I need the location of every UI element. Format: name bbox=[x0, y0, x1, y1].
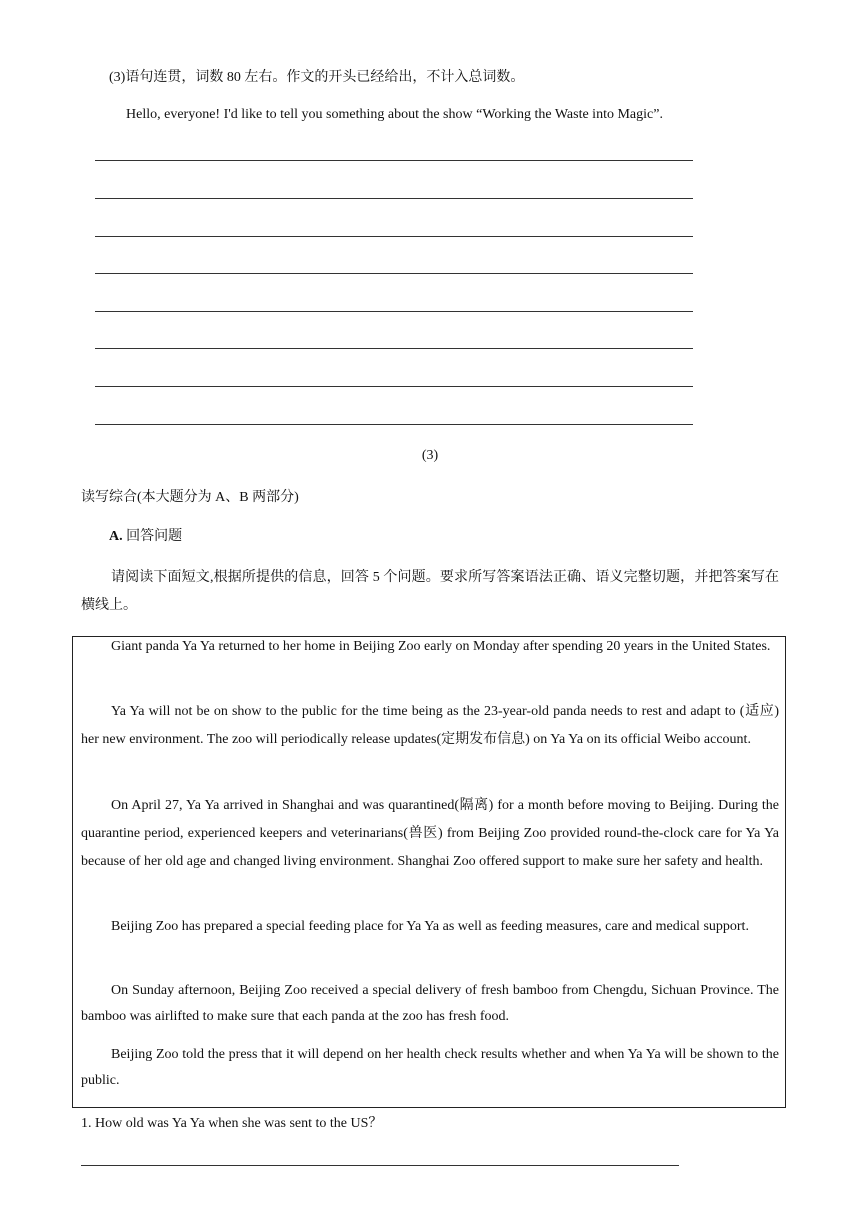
answer-line[interactable] bbox=[95, 273, 693, 274]
writing-instruction: (3)语句连贯，词数 80 左右。作文的开头已经给出，不计入总词数。 bbox=[109, 70, 525, 85]
passage-paragraph-5: On Sunday afternoon, Beijing Zoo received a special delivery of fresh bamboo from Chengdu, Sichuan Province. The bamboo was airlifted to make sure that each panda at the zoo has fresh food. bbox=[81, 983, 779, 1024]
section-title: 读写综合(本大题分为 A、B 两部分) bbox=[81, 490, 299, 505]
answer-line[interactable] bbox=[95, 160, 693, 161]
passage-paragraph-4: Beijing Zoo has prepared a special feeding place for Ya Ya as well as feeding measures, care and medical support. bbox=[111, 919, 749, 934]
directions: 请阅读下面短文,根据所提供的信息，回答 5 个问题。要求所写答案语法正确、语义完整切题，并把答案写在横线上。 bbox=[81, 570, 779, 613]
answer-line[interactable] bbox=[95, 424, 693, 425]
part-a-heading bbox=[109, 525, 182, 545]
answer-line[interactable] bbox=[95, 348, 693, 349]
section-number: (3) bbox=[421, 448, 439, 463]
passage-paragraph-1: Giant panda Ya Ya returned to her home in Beijing Zoo early on Monday after spending 20 years in the United States. bbox=[111, 639, 771, 654]
question-1: 1. How old was Ya Ya when she was sent to the US？ bbox=[81, 1116, 383, 1131]
passage-paragraph-2: Ya Ya will not be on show to the public for the time being as the 23-year-old panda needs to rest and adapt to (适应) her new environment. The zoo will periodically release updates(定期发布信息) on Ya Ya on its official Weibo account. bbox=[81, 704, 779, 747]
part-a-label: A. bbox=[109, 529, 123, 544]
passage-paragraph-6: Beijing Zoo told the press that it will depend on her health check results whether and when Ya Ya will be shown to the public. bbox=[81, 1047, 779, 1088]
answer-line[interactable] bbox=[95, 198, 693, 199]
answer-line[interactable] bbox=[95, 386, 693, 387]
answer-line[interactable] bbox=[95, 311, 693, 312]
part-a-title: 回答问题 bbox=[126, 529, 183, 544]
essay-opening: Hello, everyone! I'd like to tell you something about the show “Working the Waste into Magic”. bbox=[126, 107, 663, 122]
answer-line[interactable] bbox=[95, 236, 693, 237]
passage-paragraph-3: On April 27, Ya Ya arrived in Shanghai and was quarantined(隔离) for a month before moving to Beijing. During the quarantine period, experienced keepers and veterinarians(兽医) from Beijing Zoo provided round-the-clock care for Ya Ya because of her old age and changed living environment. Shanghai Zoo offered support to make sure her safety and health. bbox=[81, 798, 779, 869]
question-1-answer-line[interactable] bbox=[81, 1165, 679, 1166]
